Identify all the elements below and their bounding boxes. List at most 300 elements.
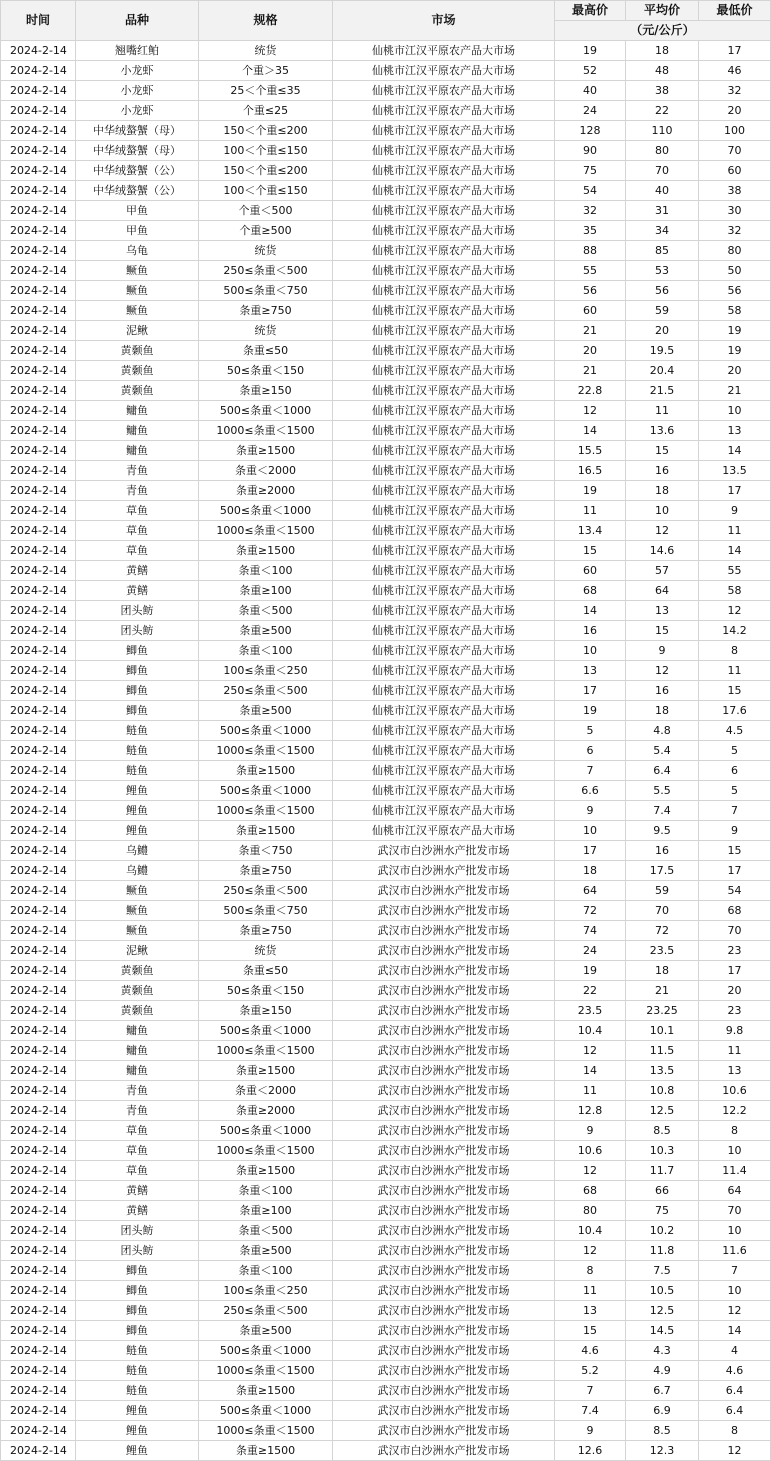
- cell-time: 2024-2-14: [1, 441, 76, 461]
- table-row: [1, 1041, 771, 1061]
- cell-min-price: 12: [699, 601, 771, 621]
- cell-avg-price: 12: [626, 521, 699, 541]
- cell-variety: 鲢鱼: [76, 1341, 199, 1361]
- cell-avg-price: 12.3: [626, 1441, 699, 1461]
- cell-variety: 草鱼: [76, 1141, 199, 1161]
- cell-min-price: 7: [699, 801, 771, 821]
- table-row: [1, 1161, 771, 1181]
- cell-time: 2024-2-14: [1, 381, 76, 401]
- cell-variety: 小龙虾: [76, 81, 199, 101]
- cell-time: 2024-2-14: [1, 1041, 76, 1061]
- cell-min-price: 11.6: [699, 1241, 771, 1261]
- cell-avg-price: 75: [626, 1201, 699, 1221]
- cell-market: 武汉市白沙洲水产批发市场: [333, 1361, 555, 1381]
- table-row: [1, 661, 771, 681]
- cell-market: 仙桃市江汉平原农产品大市场: [333, 461, 555, 481]
- cell-variety: 乌龟: [76, 241, 199, 261]
- header-variety: 品种: [76, 1, 199, 41]
- cell-variety: 鳙鱼: [76, 401, 199, 421]
- cell-min-price: 11: [699, 1041, 771, 1061]
- cell-market: 仙桃市江汉平原农产品大市场: [333, 501, 555, 521]
- cell-min-price: 23: [699, 1001, 771, 1021]
- cell-variety: 甲鱼: [76, 221, 199, 241]
- cell-time: 2024-2-14: [1, 201, 76, 221]
- cell-spec: 条重≥150: [199, 1001, 333, 1021]
- table-row: [1, 181, 771, 201]
- cell-variety: 鲫鱼: [76, 661, 199, 681]
- cell-avg-price: 17.5: [626, 861, 699, 881]
- cell-market: 仙桃市江汉平原农产品大市场: [333, 361, 555, 381]
- cell-spec: 条重≥500: [199, 621, 333, 641]
- cell-avg-price: 18: [626, 481, 699, 501]
- cell-spec: 100＜个重≤150: [199, 181, 333, 201]
- cell-avg-price: 66: [626, 1181, 699, 1201]
- cell-spec: 条重＜750: [199, 841, 333, 861]
- cell-spec: 条重≥1500: [199, 541, 333, 561]
- cell-max-price: 21: [555, 361, 626, 381]
- cell-min-price: 12: [699, 1301, 771, 1321]
- cell-time: 2024-2-14: [1, 981, 76, 1001]
- cell-market: 武汉市白沙洲水产批发市场: [333, 1221, 555, 1241]
- cell-variety: 青鱼: [76, 481, 199, 501]
- cell-spec: 条重≥500: [199, 1321, 333, 1341]
- cell-time: 2024-2-14: [1, 261, 76, 281]
- cell-avg-price: 13.5: [626, 1061, 699, 1081]
- cell-market: 武汉市白沙洲水产批发市场: [333, 1121, 555, 1141]
- cell-avg-price: 16: [626, 841, 699, 861]
- cell-market: 武汉市白沙洲水产批发市场: [333, 1401, 555, 1421]
- cell-market: 武汉市白沙洲水产批发市场: [333, 961, 555, 981]
- cell-time: 2024-2-14: [1, 321, 76, 341]
- cell-spec: 500≤条重＜1000: [199, 401, 333, 421]
- cell-time: 2024-2-14: [1, 521, 76, 541]
- table-row: [1, 381, 771, 401]
- cell-spec: 1000≤条重＜1500: [199, 1041, 333, 1061]
- table-row: [1, 1321, 771, 1341]
- cell-avg-price: 16: [626, 681, 699, 701]
- cell-max-price: 64: [555, 881, 626, 901]
- cell-time: 2024-2-14: [1, 1421, 76, 1441]
- table-row: [1, 1081, 771, 1101]
- cell-variety: 中华绒螯蟹（母）: [76, 141, 199, 161]
- cell-avg-price: 11.8: [626, 1241, 699, 1261]
- cell-max-price: 10.6: [555, 1141, 626, 1161]
- cell-min-price: 100: [699, 121, 771, 141]
- cell-spec: 条重≥1500: [199, 1441, 333, 1461]
- cell-variety: 乌鳢: [76, 841, 199, 861]
- cell-max-price: 13: [555, 661, 626, 681]
- cell-min-price: 64: [699, 1181, 771, 1201]
- cell-max-price: 75: [555, 161, 626, 181]
- cell-variety: 草鱼: [76, 1121, 199, 1141]
- table-row: [1, 1401, 771, 1421]
- cell-max-price: 6.6: [555, 781, 626, 801]
- cell-min-price: 54: [699, 881, 771, 901]
- cell-max-price: 15: [555, 1321, 626, 1341]
- cell-max-price: 21: [555, 321, 626, 341]
- cell-max-price: 10.4: [555, 1221, 626, 1241]
- cell-min-price: 30: [699, 201, 771, 221]
- cell-market: 仙桃市江汉平原农产品大市场: [333, 181, 555, 201]
- cell-market: 武汉市白沙洲水产批发市场: [333, 1101, 555, 1121]
- table-row: [1, 981, 771, 1001]
- cell-variety: 黄鳝: [76, 1181, 199, 1201]
- cell-max-price: 60: [555, 301, 626, 321]
- cell-avg-price: 13: [626, 601, 699, 621]
- cell-max-price: 15.5: [555, 441, 626, 461]
- cell-avg-price: 59: [626, 301, 699, 321]
- cell-time: 2024-2-14: [1, 801, 76, 821]
- cell-time: 2024-2-14: [1, 121, 76, 141]
- cell-min-price: 9: [699, 501, 771, 521]
- cell-min-price: 70: [699, 921, 771, 941]
- table-row: [1, 301, 771, 321]
- cell-time: 2024-2-14: [1, 1221, 76, 1241]
- cell-min-price: 8: [699, 641, 771, 661]
- cell-avg-price: 59: [626, 881, 699, 901]
- cell-avg-price: 7.5: [626, 1261, 699, 1281]
- cell-avg-price: 10.8: [626, 1081, 699, 1101]
- cell-variety: 翘嘴红鲌: [76, 41, 199, 61]
- table-row: [1, 61, 771, 81]
- cell-market: 武汉市白沙洲水产批发市场: [333, 1341, 555, 1361]
- cell-time: 2024-2-14: [1, 641, 76, 661]
- cell-time: 2024-2-14: [1, 241, 76, 261]
- cell-min-price: 13: [699, 1061, 771, 1081]
- cell-max-price: 80: [555, 1201, 626, 1221]
- cell-spec: 250≤条重＜500: [199, 1301, 333, 1321]
- cell-time: 2024-2-14: [1, 861, 76, 881]
- cell-min-price: 12: [699, 1441, 771, 1461]
- cell-avg-price: 14.6: [626, 541, 699, 561]
- cell-market: 仙桃市江汉平原农产品大市场: [333, 781, 555, 801]
- table-row: [1, 821, 771, 841]
- cell-market: 武汉市白沙洲水产批发市场: [333, 1301, 555, 1321]
- cell-spec: 150＜个重≤200: [199, 121, 333, 141]
- table-row: [1, 581, 771, 601]
- cell-variety: 黄颡鱼: [76, 1001, 199, 1021]
- cell-time: 2024-2-14: [1, 1141, 76, 1161]
- cell-min-price: 21: [699, 381, 771, 401]
- cell-avg-price: 10.2: [626, 1221, 699, 1241]
- table-row: [1, 781, 771, 801]
- cell-min-price: 12.2: [699, 1101, 771, 1121]
- cell-time: 2024-2-14: [1, 761, 76, 781]
- cell-min-price: 15: [699, 841, 771, 861]
- cell-spec: 500≤条重＜1000: [199, 1341, 333, 1361]
- cell-market: 仙桃市江汉平原农产品大市场: [333, 621, 555, 641]
- cell-max-price: 13.4: [555, 521, 626, 541]
- cell-spec: 150＜个重≤200: [199, 161, 333, 181]
- cell-spec: 1000≤条重＜1500: [199, 1141, 333, 1161]
- cell-avg-price: 13.6: [626, 421, 699, 441]
- table-row: [1, 1261, 771, 1281]
- cell-spec: 条重≥1500: [199, 1161, 333, 1181]
- table-row: [1, 81, 771, 101]
- cell-min-price: 23: [699, 941, 771, 961]
- cell-max-price: 55: [555, 261, 626, 281]
- cell-avg-price: 56: [626, 281, 699, 301]
- cell-max-price: 68: [555, 581, 626, 601]
- cell-market: 仙桃市江汉平原农产品大市场: [333, 401, 555, 421]
- cell-spec: 1000≤条重＜1500: [199, 741, 333, 761]
- cell-avg-price: 20: [626, 321, 699, 341]
- cell-market: 武汉市白沙洲水产批发市场: [333, 1021, 555, 1041]
- cell-variety: 中华绒螯蟹（公）: [76, 161, 199, 181]
- cell-variety: 黄鳝: [76, 1201, 199, 1221]
- cell-time: 2024-2-14: [1, 1181, 76, 1201]
- cell-spec: 500≤条重＜750: [199, 901, 333, 921]
- cell-max-price: 5.2: [555, 1361, 626, 1381]
- cell-min-price: 9.8: [699, 1021, 771, 1041]
- cell-spec: 条重≥750: [199, 921, 333, 941]
- table-row: [1, 461, 771, 481]
- header-max-price: 最高价: [555, 1, 626, 21]
- cell-avg-price: 6.4: [626, 761, 699, 781]
- table-row: [1, 701, 771, 721]
- cell-avg-price: 5.5: [626, 781, 699, 801]
- cell-max-price: 10.4: [555, 1021, 626, 1041]
- cell-market: 武汉市白沙洲水产批发市场: [333, 921, 555, 941]
- cell-spec: 条重＜500: [199, 1221, 333, 1241]
- cell-min-price: 10.6: [699, 1081, 771, 1101]
- cell-time: 2024-2-14: [1, 581, 76, 601]
- cell-market: 武汉市白沙洲水产批发市场: [333, 1381, 555, 1401]
- cell-min-price: 8: [699, 1121, 771, 1141]
- cell-spec: 25＜个重≤35: [199, 81, 333, 101]
- cell-variety: 青鱼: [76, 1081, 199, 1101]
- cell-market: 武汉市白沙洲水产批发市场: [333, 1321, 555, 1341]
- cell-max-price: 60: [555, 561, 626, 581]
- cell-min-price: 14.2: [699, 621, 771, 641]
- cell-max-price: 16: [555, 621, 626, 641]
- table-row: [1, 101, 771, 121]
- cell-variety: 甲鱼: [76, 201, 199, 221]
- table-row: [1, 1301, 771, 1321]
- cell-spec: 条重＜500: [199, 601, 333, 621]
- cell-variety: 中华绒螯蟹（母）: [76, 121, 199, 141]
- header-avg-price: 平均价: [626, 1, 699, 21]
- header-time: 时间: [1, 1, 76, 41]
- cell-max-price: 5: [555, 721, 626, 741]
- cell-spec: 条重≥100: [199, 1201, 333, 1221]
- cell-min-price: 19: [699, 341, 771, 361]
- cell-variety: 小龙虾: [76, 101, 199, 121]
- cell-variety: 草鱼: [76, 521, 199, 541]
- cell-avg-price: 9.5: [626, 821, 699, 841]
- cell-min-price: 17: [699, 861, 771, 881]
- cell-min-price: 32: [699, 81, 771, 101]
- cell-variety: 鳙鱼: [76, 1041, 199, 1061]
- cell-time: 2024-2-14: [1, 281, 76, 301]
- cell-avg-price: 18: [626, 41, 699, 61]
- cell-max-price: 7.4: [555, 1401, 626, 1421]
- cell-market: 仙桃市江汉平原农产品大市场: [333, 81, 555, 101]
- cell-market: 仙桃市江汉平原农产品大市场: [333, 381, 555, 401]
- cell-variety: 鳜鱼: [76, 261, 199, 281]
- cell-time: 2024-2-14: [1, 1241, 76, 1261]
- cell-avg-price: 19.5: [626, 341, 699, 361]
- table-row: [1, 1441, 771, 1461]
- cell-spec: 条重≥500: [199, 701, 333, 721]
- cell-avg-price: 53: [626, 261, 699, 281]
- cell-avg-price: 11.7: [626, 1161, 699, 1181]
- cell-min-price: 11: [699, 521, 771, 541]
- cell-min-price: 10: [699, 401, 771, 421]
- cell-avg-price: 48: [626, 61, 699, 81]
- cell-market: 武汉市白沙洲水产批发市场: [333, 1041, 555, 1061]
- cell-min-price: 70: [699, 141, 771, 161]
- cell-time: 2024-2-14: [1, 821, 76, 841]
- cell-variety: 鳜鱼: [76, 281, 199, 301]
- cell-max-price: 16.5: [555, 461, 626, 481]
- cell-time: 2024-2-14: [1, 1381, 76, 1401]
- cell-avg-price: 6.9: [626, 1401, 699, 1421]
- cell-time: 2024-2-14: [1, 101, 76, 121]
- cell-spec: 1000≤条重＜1500: [199, 1361, 333, 1381]
- cell-avg-price: 4.8: [626, 721, 699, 741]
- cell-spec: 条重≥1500: [199, 821, 333, 841]
- cell-spec: 统货: [199, 321, 333, 341]
- header-market: 市场: [333, 1, 555, 41]
- cell-market: 仙桃市江汉平原农产品大市场: [333, 741, 555, 761]
- cell-variety: 草鱼: [76, 501, 199, 521]
- cell-time: 2024-2-14: [1, 1001, 76, 1021]
- table-row: [1, 1021, 771, 1041]
- cell-avg-price: 15: [626, 621, 699, 641]
- table-row: [1, 861, 771, 881]
- cell-min-price: 80: [699, 241, 771, 261]
- cell-min-price: 60: [699, 161, 771, 181]
- cell-variety: 鲫鱼: [76, 1261, 199, 1281]
- cell-variety: 鲢鱼: [76, 761, 199, 781]
- cell-min-price: 5: [699, 781, 771, 801]
- cell-spec: 条重＜2000: [199, 461, 333, 481]
- table-body: [1, 41, 771, 1461]
- cell-spec: 1000≤条重＜1500: [199, 521, 333, 541]
- cell-avg-price: 31: [626, 201, 699, 221]
- cell-variety: 草鱼: [76, 541, 199, 561]
- table-row: [1, 941, 771, 961]
- cell-spec: 统货: [199, 941, 333, 961]
- cell-min-price: 7: [699, 1261, 771, 1281]
- cell-variety: 鲤鱼: [76, 1401, 199, 1421]
- cell-time: 2024-2-14: [1, 481, 76, 501]
- table-row: [1, 41, 771, 61]
- cell-min-price: 10: [699, 1281, 771, 1301]
- cell-market: 武汉市白沙洲水产批发市场: [333, 1081, 555, 1101]
- cell-variety: 黄颡鱼: [76, 981, 199, 1001]
- table-row: [1, 761, 771, 781]
- cell-avg-price: 57: [626, 561, 699, 581]
- table-header: [1, 1, 771, 41]
- cell-variety: 鳜鱼: [76, 881, 199, 901]
- cell-max-price: 10: [555, 821, 626, 841]
- cell-max-price: 14: [555, 1061, 626, 1081]
- cell-max-price: 12: [555, 1041, 626, 1061]
- cell-avg-price: 22: [626, 101, 699, 121]
- cell-time: 2024-2-14: [1, 881, 76, 901]
- cell-market: 仙桃市江汉平原农产品大市场: [333, 641, 555, 661]
- cell-min-price: 6.4: [699, 1401, 771, 1421]
- cell-variety: 黄鳝: [76, 561, 199, 581]
- table-row: [1, 1221, 771, 1241]
- cell-min-price: 11: [699, 661, 771, 681]
- cell-spec: 条重＜100: [199, 1261, 333, 1281]
- table-row: [1, 641, 771, 661]
- cell-max-price: 10: [555, 641, 626, 661]
- cell-min-price: 17.6: [699, 701, 771, 721]
- cell-market: 武汉市白沙洲水产批发市场: [333, 981, 555, 1001]
- table-row: [1, 321, 771, 341]
- cell-market: 武汉市白沙洲水产批发市场: [333, 941, 555, 961]
- cell-market: 仙桃市江汉平原农产品大市场: [333, 161, 555, 181]
- cell-avg-price: 11: [626, 401, 699, 421]
- cell-spec: 统货: [199, 241, 333, 261]
- cell-avg-price: 15: [626, 441, 699, 461]
- cell-avg-price: 14.5: [626, 1321, 699, 1341]
- table-row: [1, 681, 771, 701]
- cell-market: 仙桃市江汉平原农产品大市场: [333, 301, 555, 321]
- cell-min-price: 13: [699, 421, 771, 441]
- cell-time: 2024-2-14: [1, 941, 76, 961]
- cell-max-price: 54: [555, 181, 626, 201]
- table-row: [1, 541, 771, 561]
- cell-market: 武汉市白沙洲水产批发市场: [333, 901, 555, 921]
- cell-variety: 泥鳅: [76, 321, 199, 341]
- cell-max-price: 72: [555, 901, 626, 921]
- cell-spec: 条重＜100: [199, 561, 333, 581]
- cell-min-price: 55: [699, 561, 771, 581]
- cell-market: 武汉市白沙洲水产批发市场: [333, 1201, 555, 1221]
- cell-market: 仙桃市江汉平原农产品大市场: [333, 101, 555, 121]
- cell-market: 仙桃市江汉平原农产品大市场: [333, 141, 555, 161]
- cell-max-price: 56: [555, 281, 626, 301]
- cell-variety: 鲤鱼: [76, 781, 199, 801]
- cell-max-price: 19: [555, 481, 626, 501]
- cell-market: 仙桃市江汉平原农产品大市场: [333, 421, 555, 441]
- cell-avg-price: 8.5: [626, 1421, 699, 1441]
- cell-variety: 团头鲂: [76, 621, 199, 641]
- cell-min-price: 38: [699, 181, 771, 201]
- cell-min-price: 10: [699, 1141, 771, 1161]
- cell-variety: 青鱼: [76, 461, 199, 481]
- cell-spec: 个重≤25: [199, 101, 333, 121]
- cell-max-price: 20: [555, 341, 626, 361]
- cell-min-price: 58: [699, 301, 771, 321]
- cell-variety: 鲤鱼: [76, 1421, 199, 1441]
- cell-avg-price: 10: [626, 501, 699, 521]
- cell-time: 2024-2-14: [1, 781, 76, 801]
- cell-market: 仙桃市江汉平原农产品大市场: [333, 821, 555, 841]
- cell-max-price: 35: [555, 221, 626, 241]
- cell-time: 2024-2-14: [1, 1361, 76, 1381]
- cell-spec: 条重≤50: [199, 961, 333, 981]
- cell-market: 武汉市白沙洲水产批发市场: [333, 1001, 555, 1021]
- cell-variety: 鲤鱼: [76, 821, 199, 841]
- cell-avg-price: 4.3: [626, 1341, 699, 1361]
- table-row: [1, 1181, 771, 1201]
- cell-market: 仙桃市江汉平原农产品大市场: [333, 221, 555, 241]
- cell-spec: 条重＜100: [199, 641, 333, 661]
- cell-time: 2024-2-14: [1, 661, 76, 681]
- cell-time: 2024-2-14: [1, 841, 76, 861]
- cell-time: 2024-2-14: [1, 161, 76, 181]
- cell-time: 2024-2-14: [1, 1321, 76, 1341]
- cell-variety: 团头鲂: [76, 601, 199, 621]
- cell-min-price: 68: [699, 901, 771, 921]
- cell-min-price: 9: [699, 821, 771, 841]
